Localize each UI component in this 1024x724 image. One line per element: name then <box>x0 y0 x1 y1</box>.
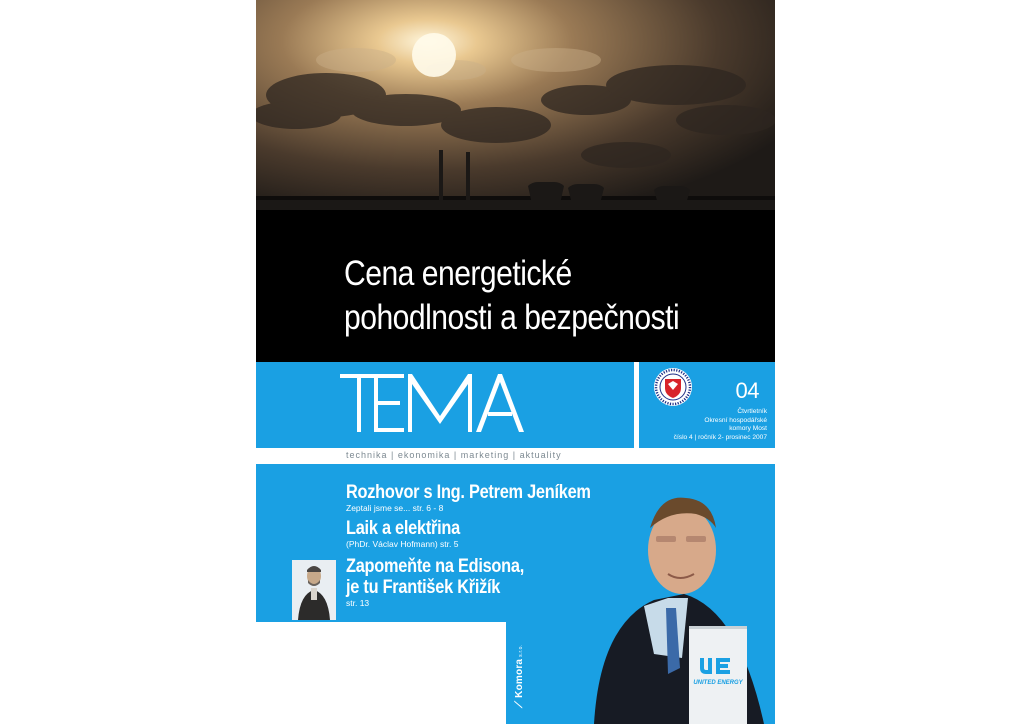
article-title-line-2: je tu František Křižík <box>346 577 501 598</box>
magazine-cover <box>256 0 775 724</box>
contents-panel <box>256 464 775 724</box>
headline-line-1: Cena energetické <box>344 254 572 293</box>
masthead-issue-panel <box>639 362 775 448</box>
article-teaser[interactable] <box>346 482 631 513</box>
masthead-main <box>256 362 634 448</box>
interview-photo <box>594 478 775 724</box>
white-block <box>256 622 506 724</box>
article-title: Zapomeňte na Edisona, <box>346 556 524 577</box>
article-subtitle: Zeptali jsme se... str. 6 - 8 <box>346 503 444 513</box>
publisher-suffix: s.r.o. <box>518 644 524 657</box>
article-teaser[interactable] <box>346 556 553 608</box>
article-subtitle: str. 13 <box>346 598 370 608</box>
issue-info-line: Čtvrtletník <box>737 408 767 415</box>
article-title: Laik a elektřina <box>346 518 460 539</box>
komora-icon: ⟋ <box>514 700 525 708</box>
article-title: Rozhovor s Ing. Petrem Jeníkem <box>346 482 591 503</box>
issue-number: 04 <box>735 378 759 403</box>
publisher-name: Komora <box>514 658 525 698</box>
publisher-logo <box>514 645 525 708</box>
svg-text:UNITED ENERGY: UNITED ENERGY <box>693 680 743 686</box>
article-subtitle: (PhDr. Václav Hofmann) str. 5 <box>346 539 459 549</box>
chamber-crest-icon <box>653 367 693 407</box>
krizik-portrait <box>292 560 336 620</box>
masthead-tagline: technika | ekonomika | marketing | aktuality <box>346 450 562 460</box>
issue-info-line: číslo 4 | ročník 2- prosinec 2007 <box>673 433 767 441</box>
issue-info-line: komory Most <box>729 425 767 433</box>
issue-info <box>657 408 767 442</box>
cover-headline <box>344 252 705 340</box>
tema-logo <box>340 374 552 438</box>
masthead <box>256 362 775 448</box>
article-teaser[interactable] <box>346 518 479 549</box>
issue-info-line: Okresní hospodářské <box>704 416 767 424</box>
headline-line-2: pohodlnosti a bezpečnosti <box>344 298 680 337</box>
